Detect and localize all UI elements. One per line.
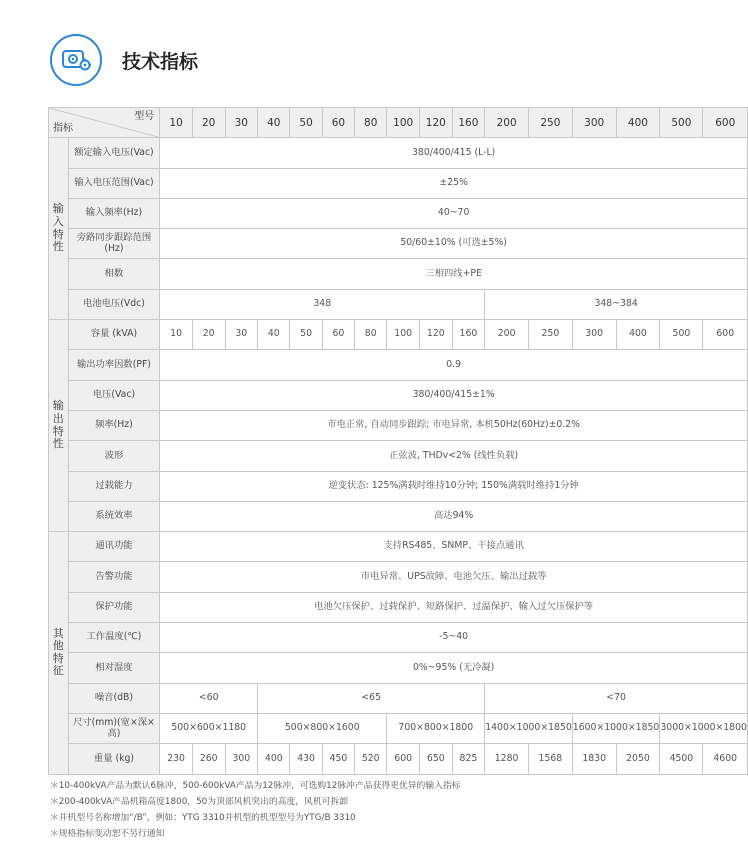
table-row [49,653,748,683]
cell: 1400×1000×1850 [485,713,573,743]
model-header: 600 [703,108,748,138]
table-row [49,501,748,531]
row-value: 支持RS485、SNMP、干接点通讯 [160,532,748,562]
row-label: 尺寸(mm)(宽×深×高) [68,713,160,743]
footnote: ＊规格指标变动恕不另行通知 [50,829,165,839]
cell: 430 [290,744,322,774]
row-label: 噪音(dB) [68,683,160,713]
section-input [49,138,69,320]
cell: 825 [452,744,485,774]
row-label: 输出功率因数(PF) [68,350,160,380]
cell: 650 [419,744,452,774]
footnote: ＊10-400kVA产品为默认6脉冲，500-600kVA产品为12脉冲，可选购12脉冲产品获得更优异的输入指标 [50,781,461,791]
table-row [49,289,748,319]
section-output-label: 输 出 特 性 [52,399,64,451]
row-label: 电池电压(Vdc) [68,289,160,319]
row-label: 旁路同步跟踪范围(Hz) [68,229,160,259]
spec-table [48,107,748,775]
cell: 700×800×1800 [387,713,485,743]
row-label: 额定输入电压(Vac) [68,138,160,168]
cell: 500×600×1180 [160,713,258,743]
row-value: 高达94% [160,501,748,531]
table-row [49,683,748,713]
table-row [49,168,748,198]
table-row [49,592,748,622]
table-row [49,471,748,501]
section-input-label: 输 入 特 性 [52,202,64,254]
table-row [49,441,748,471]
model-header: 40 [258,108,290,138]
cell: 160 [452,320,485,350]
cell: 400 [616,320,660,350]
index-label: 指标 [53,122,73,134]
row-label: 输入频率(Hz) [68,198,160,228]
row-label: 过载能力 [68,471,160,501]
cell: 1600×1000×1850 [572,713,660,743]
table-row [49,198,748,228]
model-header: 160 [452,108,485,138]
model-header: 400 [616,108,660,138]
cell: 40 [258,320,290,350]
cell: 300 [572,320,616,350]
gear-icon [50,34,102,86]
model-header: 250 [529,108,573,138]
cell: 2050 [616,744,660,774]
row-label: 通讯功能 [68,532,160,562]
section-other-label: 其 他 特 征 [52,626,64,678]
row-label: 电压(Vac) [68,380,160,410]
table-row [49,623,748,653]
page-title: 技术指标 [122,50,199,73]
row-value: 348 [160,289,485,319]
table-row [49,562,748,592]
row-label: 波形 [68,441,160,471]
cell: 200 [485,320,529,350]
cell: <70 [485,683,748,713]
section-output [49,320,69,532]
row-value: 380/400/415 (L-L) [160,138,748,168]
cell: 60 [322,320,354,350]
row-value: 40~70 [160,198,748,228]
row-label: 输入电压范围(Vac) [68,168,160,198]
cell: 260 [192,744,225,774]
table-row [49,744,748,774]
row-value: 380/400/415±1% [160,380,748,410]
row-value: 电池欠压保护、过载保护、短路保护、过温保护、输入过欠压保护等 [160,592,748,622]
row-label: 重量 (kg) [68,744,160,774]
model-header: 60 [322,108,354,138]
table-row [49,713,748,743]
row-label: 工作温度(℃) [68,623,160,653]
row-label: 系统效率 [68,501,160,531]
row-value: 市电异常、UPS故障、电池欠压、输出过载等 [160,562,748,592]
table-row [49,259,748,289]
header-row [49,108,748,138]
row-label: 相对湿度 [68,653,160,683]
footnote: ＊200-400kVA产品机箱高度1800，50为顶部风机突出的高度，风机可拆卸 [50,797,349,807]
row-value: 逆变状态: 125%满载时维持10分钟; 150%满载时维持1分钟 [160,471,748,501]
model-header: 20 [192,108,225,138]
row-label: 频率(Hz) [68,410,160,440]
row-label: 容量 (kVA) [68,320,160,350]
model-header: 10 [160,108,193,138]
row-value: 0.9 [160,350,748,380]
footnote: ＊并机型号名称增加“/B”，例如：YTG 3310并机型的机型型号为YTG/B 3310 [50,813,356,823]
cell: 300 [225,744,258,774]
cell: <65 [258,683,485,713]
cell: 520 [355,744,387,774]
row-label: 保护功能 [68,592,160,622]
table-row [49,380,748,410]
cell: 230 [160,744,193,774]
cell: 3000×1000×1800 [660,713,748,743]
row-value: 三相四线+PE [160,259,748,289]
table-row [49,350,748,380]
cell: 80 [355,320,387,350]
table-row [49,410,748,440]
model-header: 100 [387,108,420,138]
table-row [49,532,748,562]
table-row [49,138,748,168]
row-value: ±25% [160,168,748,198]
row-value: 市电正常, 自动同步跟踪; 市电异常, 本机50Hz(60Hz)±0.2% [160,410,748,440]
cell: 450 [322,744,354,774]
cell: 600 [703,320,748,350]
table-row [49,229,748,259]
cell: 600 [387,744,420,774]
cell: <60 [160,683,258,713]
cell: 50 [290,320,322,350]
cell: 500×800×1600 [258,713,387,743]
row-value: -5~40 [160,623,748,653]
cell: 4600 [703,744,748,774]
cell: 20 [192,320,225,350]
cell: 500 [660,320,703,350]
table-row [49,320,748,350]
model-header: 30 [225,108,258,138]
row-value: 50/60±10% (可选±5%) [160,229,748,259]
model-header: 80 [355,108,387,138]
section-other [49,532,69,774]
cell: 4500 [660,744,703,774]
model-header: 500 [660,108,703,138]
model-header: 120 [419,108,452,138]
row-value: 0%~95% (无冷凝) [160,653,748,683]
row-label: 告警功能 [68,562,160,592]
model-header: 50 [290,108,322,138]
footnotes [50,778,461,842]
cell: 1280 [485,744,529,774]
section-header [50,33,198,87]
model-label: 型号 [134,111,155,122]
model-header: 200 [485,108,529,138]
model-header: 300 [572,108,616,138]
row-label: 相数 [68,259,160,289]
cell: 100 [387,320,420,350]
cell: 30 [225,320,258,350]
cell: 400 [258,744,290,774]
row-value: 正弦波, THDv<2% (线性负载) [160,441,748,471]
header-corner [49,108,160,138]
cell: 10 [160,320,193,350]
cell: 1830 [572,744,616,774]
row-value: 348~384 [485,289,748,319]
cell: 1568 [529,744,573,774]
cell: 120 [419,320,452,350]
cell: 250 [529,320,573,350]
